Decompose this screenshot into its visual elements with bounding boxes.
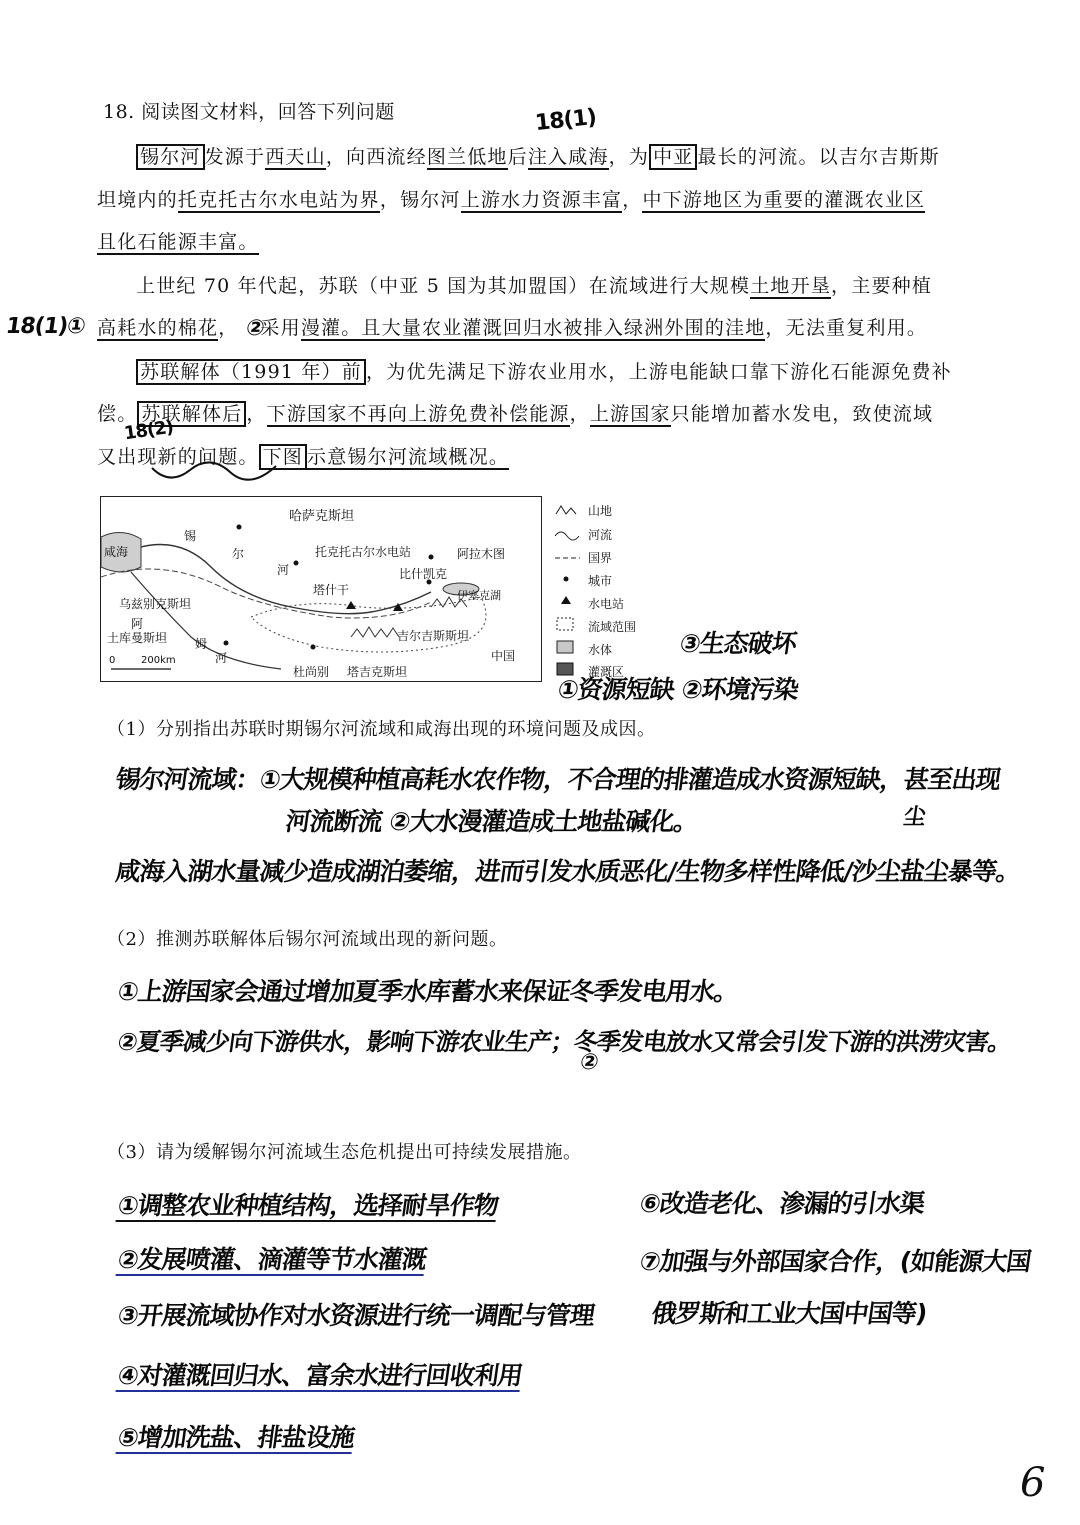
map-label: 吉尔吉斯斯坦 bbox=[397, 629, 470, 643]
wavy-underline bbox=[150, 458, 280, 488]
tag-18-1-left: 18(1)① bbox=[4, 314, 87, 339]
material-line-1: 锡尔河 发源于西天山，向西流经图兰低地后注入咸海，为 中亚 最长的河流。以吉尔吉斯斯 bbox=[136, 147, 940, 168]
legend-symbols bbox=[552, 500, 586, 680]
legend-label: 水体 bbox=[588, 643, 613, 657]
legend-label: 灌溉区 bbox=[588, 665, 625, 679]
dam-icon bbox=[561, 596, 571, 604]
sub3-measure-2: ②发展喷灌、滴灌等节水灌溉 bbox=[115, 1245, 428, 1274]
material-line-4: 上世纪 70 年代起，苏联（中亚 5 国为其加盟国）在流域进行大规模土地开垦，主要种植 bbox=[136, 275, 933, 297]
river-icon bbox=[555, 532, 579, 540]
map-label: 杜尚别 bbox=[293, 665, 330, 679]
sub1-answer-line-2: 河流断流 ②大水漫灌造成土地盐碱化。 bbox=[283, 807, 700, 836]
tag-18-1-top: 18(1) bbox=[533, 104, 598, 137]
map-label: 伊塞克湖 bbox=[457, 589, 501, 602]
circled-2-mark: ② bbox=[244, 316, 266, 341]
map-label: 土库曼斯坦 bbox=[107, 631, 168, 645]
map-legend bbox=[552, 500, 672, 680]
sub3-measure-1: ①调整农业种植结构，选择耐旱作物 bbox=[115, 1191, 500, 1220]
map-label: 塔什干 bbox=[313, 583, 350, 597]
water-icon bbox=[557, 641, 573, 653]
map-label: 咸海 bbox=[104, 545, 129, 559]
material-line-2: 坦境内的托克托古尔水电站为界，锡尔河上游水力资源丰富，中下游地区为重要的灌溉农业区 bbox=[97, 189, 926, 211]
material-line-6: 苏联解体（1991 年）前 ，为优先满足下游农业用水，上游电能缺口靠下游化石能源免费补 bbox=[136, 362, 952, 383]
sub3-measure-5: ⑤增加洗盐、排盐设施 bbox=[115, 1423, 356, 1452]
material-line-7: 偿。 苏联解体后 ，下游国家不再向上游免费补偿能源，上游国家只能增加蓄水发电，致使流域 bbox=[97, 403, 934, 425]
city-icon bbox=[564, 577, 569, 582]
map-label: 河 bbox=[277, 563, 290, 577]
map-label: 0 bbox=[109, 655, 116, 666]
page-number: 6 bbox=[1020, 1460, 1046, 1506]
sub1-answer-line-3: 咸海入湖水量减少造成湖泊萎缩，进而引发水质恶化/生物多样性降低/沙尘盐尘暴等。 bbox=[113, 857, 1023, 886]
note-resource-env: ①资源短缺 ②环境污染 bbox=[555, 675, 800, 704]
question-heading: 18. 阅读图文材料，回答下列问题 bbox=[103, 101, 395, 123]
mountain-icon bbox=[556, 506, 576, 514]
tag-18-2: 18(2) bbox=[122, 416, 175, 445]
legend-label: 河流 bbox=[588, 528, 613, 542]
basin-icon bbox=[557, 618, 573, 630]
sub1-prompt: （1）分别指出苏联时期锡尔河流域和咸海出现的环境问题及成因。 bbox=[107, 719, 656, 740]
map-label: 姆 bbox=[195, 637, 208, 651]
map-label: 哈萨克斯坦 bbox=[289, 509, 355, 524]
sub3-measure-3: ③开展流域协作对水资源进行统一调配与管理 bbox=[115, 1301, 596, 1330]
sub3-measure-6: ⑥改造老化、渗漏的引水渠 bbox=[637, 1189, 926, 1218]
sub3-prompt: （3）请为缓解锡尔河流域生态危机提出可持续发展措施。 bbox=[107, 1142, 582, 1163]
map-label: 比什凯克 bbox=[399, 567, 448, 581]
material-line-5: 高耗水的棉花， 采用漫灌。且大量农业灌溉回归水被排入绿洲外围的洼地，无法重复利用。 bbox=[97, 317, 928, 339]
map-label: 河 bbox=[215, 651, 228, 665]
map-label: 乌兹别克斯坦 bbox=[119, 597, 192, 611]
legend-label: 流域范围 bbox=[588, 620, 637, 634]
map-label: 塔吉克斯坦 bbox=[347, 665, 408, 679]
sub2-answer-line-2: ②夏季减少向下游供水，影响下游农业生产；冬季发电放水又常会引发下游的洪涝灾害。 bbox=[115, 1028, 1013, 1056]
map-label: 锡 bbox=[184, 529, 197, 543]
map-label: 尔 bbox=[232, 547, 245, 561]
map-label: 中国 bbox=[491, 649, 516, 663]
sub2-mark: ② bbox=[578, 1050, 600, 1075]
note-eco-damage: ③生态破坏 bbox=[677, 629, 798, 658]
sub2-answer-line-1: ①上游国家会通过增加夏季水库蓄水来保证冬季发电用水。 bbox=[115, 977, 740, 1006]
map-figure bbox=[100, 496, 542, 682]
sub3-measure-7-cont: 俄罗斯和工业大国中国等) bbox=[649, 1299, 929, 1328]
map-label: 200km bbox=[141, 655, 176, 666]
sub3-measure-4: ④对灌溉回归水、富余水进行回收利用 bbox=[115, 1361, 524, 1390]
sub2-prompt: （2）推测苏联解体后锡尔河流域出现的新问题。 bbox=[107, 929, 508, 950]
map-label: 托克托古尔水电站 bbox=[315, 545, 412, 559]
legend-label: 山地 bbox=[588, 504, 613, 518]
legend-label: 城市 bbox=[588, 574, 613, 588]
sub3-measure-7: ⑦加强与外部国家合作，(如能源大国 bbox=[637, 1247, 1033, 1276]
material-line-3: 且化石能源丰富。 bbox=[97, 231, 259, 253]
legend-label: 国界 bbox=[588, 551, 613, 565]
material-line-8: 又出现新的问题。 下图 示意锡尔河流域概况。 bbox=[97, 446, 510, 468]
sub1-insert-mark: 尘 bbox=[901, 805, 927, 830]
dam-marker bbox=[346, 601, 356, 609]
legend-label: 水电站 bbox=[588, 597, 625, 611]
map-label: 阿 bbox=[131, 617, 144, 631]
sub1-answer-line-1: 锡尔河流域：①大规模种植高耗水农作物，不合理的排灌造成水资源短缺，甚至出现 bbox=[113, 765, 1002, 794]
map-label: 阿拉木图 bbox=[457, 547, 506, 561]
